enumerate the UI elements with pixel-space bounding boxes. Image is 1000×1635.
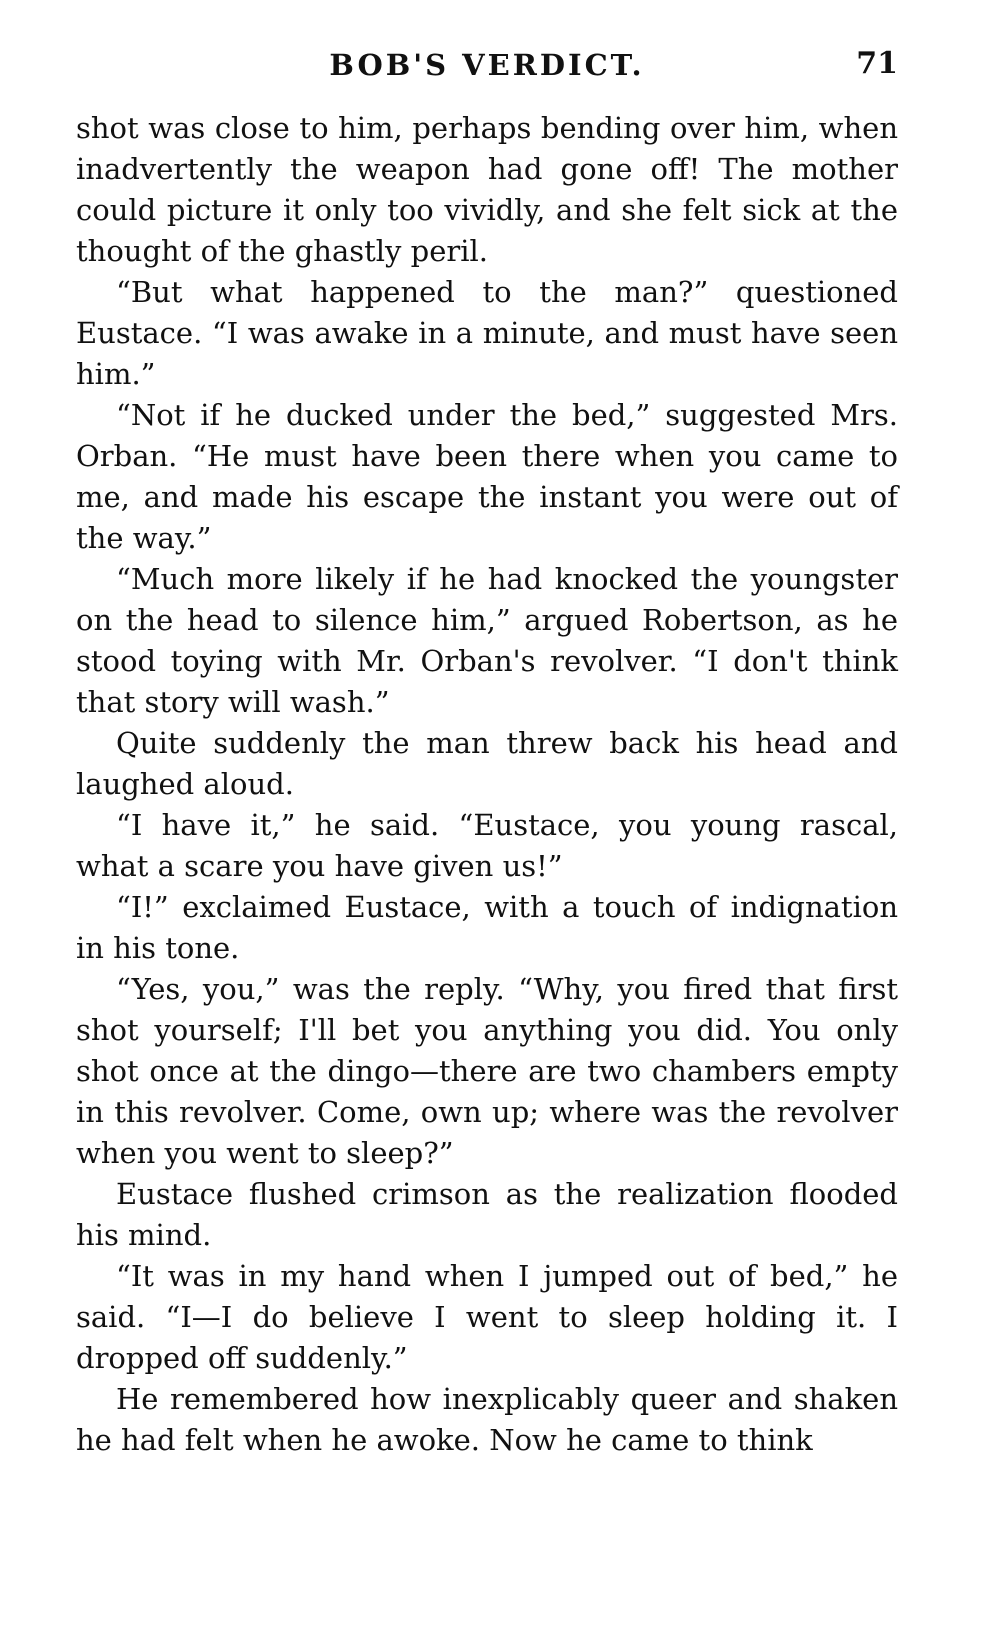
paragraph: “Yes, you,” was the reply. “Why, you fired that first shot yourself; I'll bet you anything you did. You only shot once at the dingo—there are two chambers empty in this revolver. Come, own up; where was the revolver when you went to sleep?”	[76, 972, 898, 1170]
paragraph: Quite suddenly the man threw back his head and laughed aloud.	[76, 726, 898, 801]
paragraph: “Much more likely if he had knocked the youngster on the head to silence him,” argued Robertson, as he stood toying with Mr. Orban's revolver. “I don't think that story will wash.”	[76, 562, 898, 719]
paragraph: “I have it,” he said. “Eustace, you young rascal, what a scare you have given us!”	[76, 808, 898, 883]
paragraph: Eustace flushed crimson as the realization flooded his mind.	[76, 1177, 898, 1252]
paragraph: “Not if he ducked under the bed,” suggested Mrs. Orban. “He must have been there when you came to me, and made his escape the instant you were out of the way.”	[76, 398, 898, 555]
paragraph: “But what happened to the man?” questioned Eustace. “I was awake in a minute, and must have seen him.”	[76, 275, 898, 391]
paragraph: He remembered how inexplicably queer and shaken he had felt when he awoke. Now he came to think	[76, 1382, 898, 1457]
paragraph: shot was close to him, perhaps bending over him, when inadvertently the weapon had gone off! The mother could picture it only too vividly, and she felt sick at the thought of the ghastly peril.	[76, 111, 898, 268]
book-page	[76, 40, 898, 1461]
running-title: BOB'S VERDICT.	[329, 48, 645, 82]
body-text	[76, 108, 898, 1461]
running-head	[76, 40, 898, 100]
paragraph: “I!” exclaimed Eustace, with a touch of indignation in his tone.	[76, 890, 898, 965]
paragraph: “It was in my hand when I jumped out of bed,” he said. “I—I do believe I went to sleep holding it. I dropped off suddenly.”	[76, 1259, 898, 1375]
page-number: 71	[856, 46, 898, 81]
